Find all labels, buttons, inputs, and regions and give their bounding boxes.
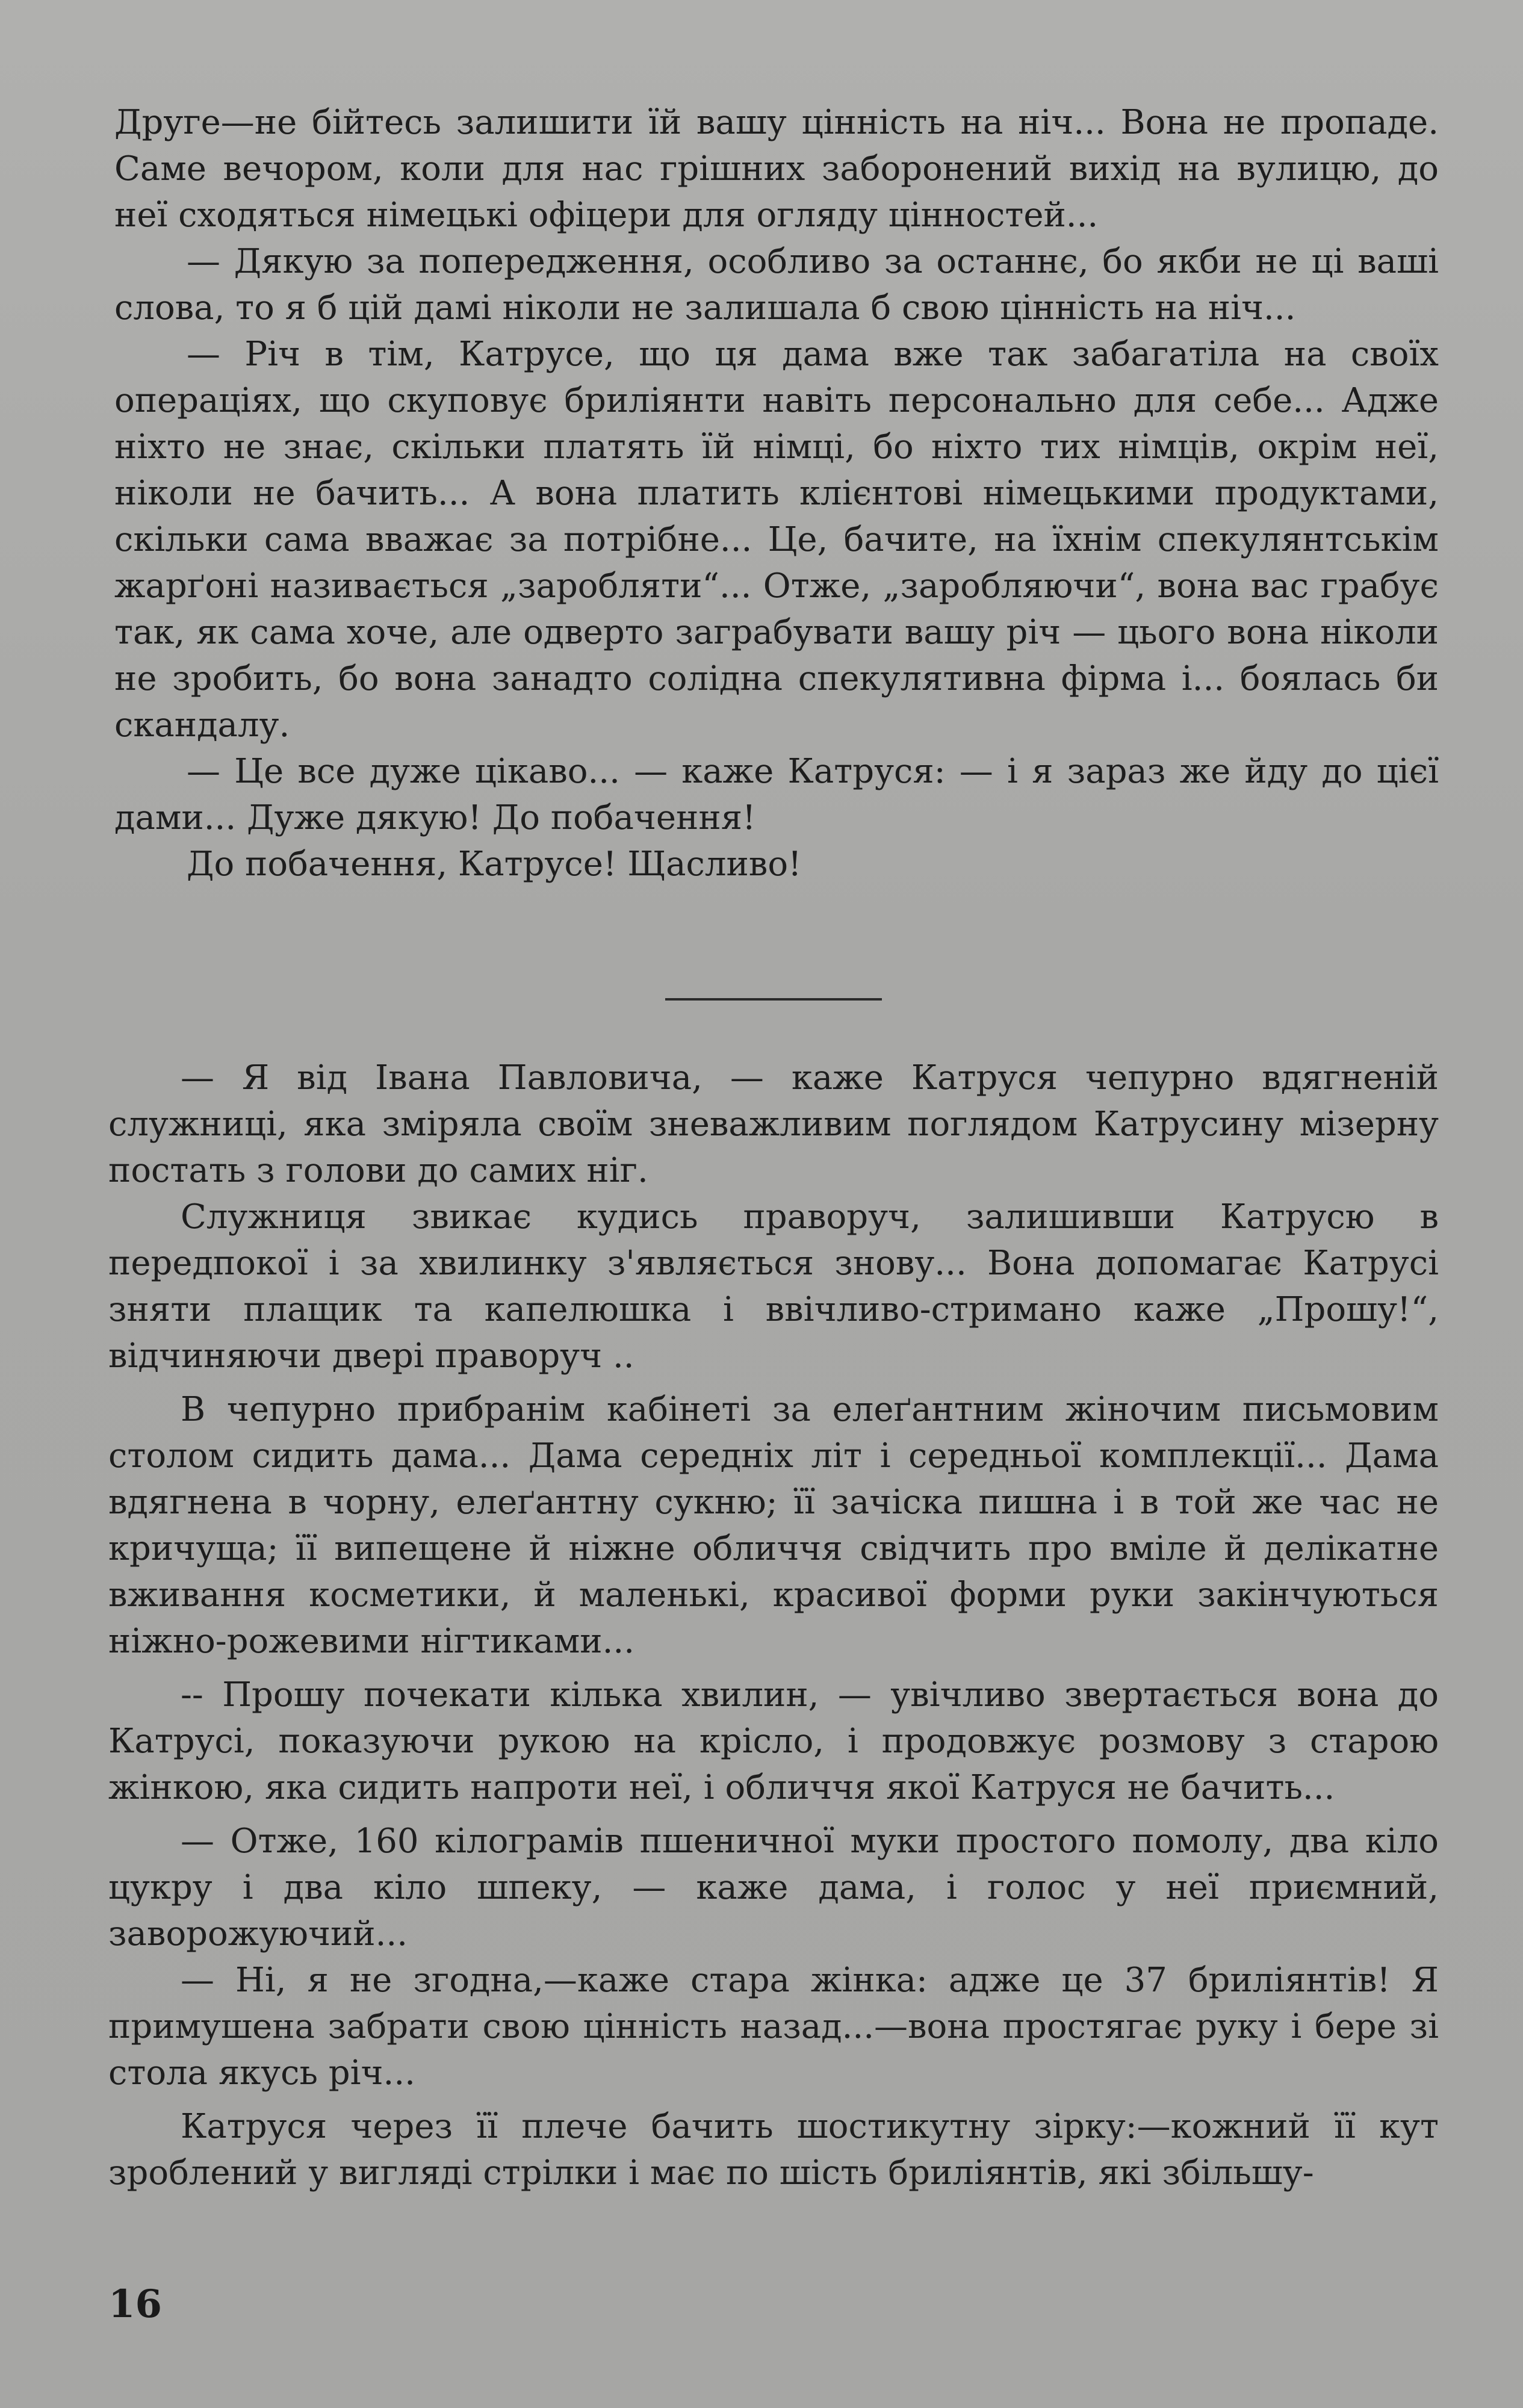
paragraph: До побачення, Катрусе! Щасливо! [187, 845, 802, 884]
section-one [114, 99, 1439, 887]
paragraph: — Це все дуже цікаво... — каже Катруся: — і я зараз же йду до цієї дами... Дуже дякую! До побачення! [114, 752, 1439, 837]
paragraph: — Я від Івана Павловича, — каже Катруся чепурно вдягненій служниці, яка зміряла своїм зневажливим поглядом Катрусину мізерну постать з голови до самих ніг. [108, 1058, 1439, 1190]
paragraph: — Річ в тім, Катрусе, що ця дама вже так забагатіла на своїх операціях, що скуповує бриліянти навіть персонально для себе... Адже ніхто не знає, скільки платять їй німці, бо ніхто тих німців, окрім неї, ніколи не бачить... А вона платить клієнтові німецькими продуктами, скільки сама вважає за потрібне... Це, бачите, на їхнім спекулянтськім жарґоні називається „заробляти“... Отже, „заробляючи“, вона вас грабує так, як сама хоче, але одверто заграбувати вашу річ — цього вона ніколи не зробить, бо вона занадто солідна спекулятивна фірма і... боялась би скандалу. [114, 335, 1439, 745]
paragraph: Служниця звикає кудись праворуч, залишивши Катрусю в передпокої і за хвилинку з'являється знову... Вона допомагає Катрусі зняти плащик та капелюшка і ввічливо-стримано каже „Прошу!“, відчиняючи двері праворуч .. [108, 1197, 1439, 1376]
section-two [108, 1055, 1439, 2196]
paragraph: — Дякую за попередження, особливо за останнє, бо якби не ці ваші слова, то я б цій дамі ніколи не залишала б свою цінність на ніч... [114, 242, 1439, 327]
section-separator [665, 998, 882, 1001]
paragraph: В чепурно прибранім кабінеті за елеґантним жіночим письмовим столом сидить дама... Дама середніх літ і середньої комплекції... Дама вдягнена в чорну, елеґантну сукню; її зачіска пишна і в той же час не кричуща; її випещене й ніжне обличчя свідчить про вміле й делікатне вживання косметики, й маленькі, красивої форми руки закінчуються ніжно-рожевими нігтиками... [108, 1390, 1439, 1661]
paragraph: -- Прошу почекати кілька хвилин, — увічливо звертається вона до Катрусі, показуючи рукою на крісло, і продовжує розмову з старою жінкою, яка сидить напроти неї, і обличчя якої Катруся не бачить... [108, 1675, 1439, 1807]
page-number: 16 [108, 2282, 163, 2327]
paragraph: Друге—не бійтесь залишити їй вашу цінність на ніч... Вона не пропаде. Саме вечором, коли для нас грішних заборонений вихід на вулицю, до неї сходяться німецькі офіцери для огляду цінностей... [114, 103, 1439, 235]
paragraph: — Ні, я не згодна,—каже стара жінка: адже це 37 бриліянтів! Я примушена забрати свою цінність назад...—вона простягає руку і бере зі стола якусь річ... [108, 1961, 1439, 2093]
paragraph: — Отже, 160 кілограмів пшеничної муки простого помолу, два кіло цукру і два кіло шпеку, — каже дама, і голос у неї приємний, заворожуючий... [108, 1822, 1439, 1953]
paragraph: Катруся через її плече бачить шостикутну зірку:—кожний її кут зроблений у вигляді стрілки і має по шість бриліянтів, які збільшу- [108, 2107, 1439, 2192]
